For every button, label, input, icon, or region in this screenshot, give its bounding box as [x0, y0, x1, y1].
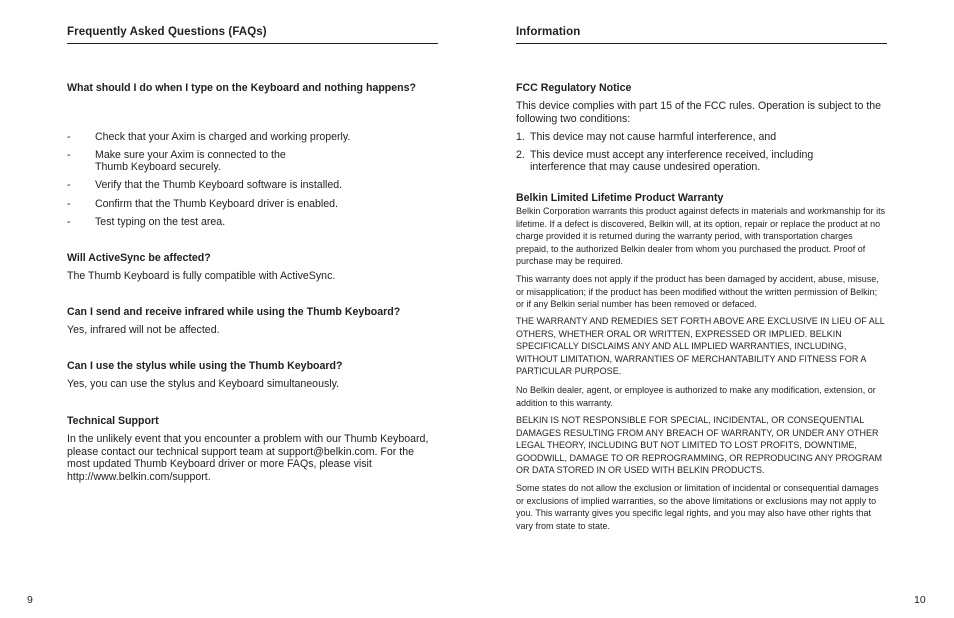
- faq-page-title: Frequently Asked Questions (FAQs): [67, 26, 438, 44]
- faq-answer-activesync: The Thumb Keyboard is fully compatible with ActiveSync.: [67, 270, 336, 282]
- technical-support-text: In the unlikely event that you encounter a problem with our Thumb Keyboard, please contact our technical support team at support@belkin.com. For the most updated Thumb Keyboard driver or more FAQs, please visit http://www.belkin.com/support.: [67, 433, 429, 483]
- fcc-condition-number: 2.: [516, 149, 525, 161]
- faq-answer-infrared: Yes, infrared will not be affected.: [67, 324, 220, 336]
- warranty-paragraph: Belkin Corporation warrants this product against defects in materials and workmanship for its lifetime. If a defect is discovered, Belkin will, at its option, repair or replace the product at no charge provided it is returned during the warranty period, with transportation charges prepaid, to the authorized Belkin dealer from whom you purchased the product. Proof of purchase may be required.: [516, 206, 886, 266]
- technical-support-heading: Technical Support: [67, 415, 159, 427]
- bullet-dash: -: [67, 198, 71, 210]
- troubleshoot-item-text: Verify that the Thumb Keyboard software is installed.: [95, 179, 343, 191]
- bullet-dash: -: [67, 131, 71, 143]
- faq-question-nothing-happens: What should I do when I type on the Keyboard and nothing happens?: [67, 82, 416, 94]
- information-page-title: Information: [516, 26, 887, 44]
- warranty-paragraph: BELKIN IS NOT RESPONSIBLE FOR SPECIAL, INCIDENTAL, OR CONSEQUENTIAL DAMAGES RESULTING FROM ANY BREACH OF WARRANTY, OR UNDER ANY OTHER LEGAL THEORY, INCLUDING BUT NOT LIMITED TO LOST PROFITS, DOWNTIME, GOODWILL, DAMAGE TO OR REPROGRAMMING, OR REPRODUCING ANY PROGRAM OR DATA STORED IN OR USED WITH BELKIN PRODUCTS.: [516, 415, 883, 475]
- warranty-paragraph: No Belkin dealer, agent, or employee is authorized to make any modification, extension, or addition to this warranty.: [516, 385, 876, 408]
- troubleshoot-item-text: Check that your Axim is charged and working properly.: [95, 131, 351, 143]
- warranty-paragraph: THE WARRANTY AND REMEDIES SET FORTH ABOVE ARE EXCLUSIVE IN LIEU OF ALL OTHERS, WHETHER ORAL OR WRITTEN, EXPRESSED OR IMPLIED. BELKIN SPECIFICALLY DISCLAIMS ANY AND ALL IMPLIED WARRANTIES, INCLUDING, WITHOUT LIMITATION, WARRANTIES OF MERCHANTABILITY AND FITNESS FOR A PARTICULAR PURPOSE.: [516, 316, 885, 376]
- bullet-dash: -: [67, 179, 71, 191]
- fcc-condition-text: This device must accept any interference received, including interference that may cause undesired operation.: [530, 149, 814, 174]
- bullet-dash: -: [67, 216, 71, 228]
- fcc-intro: This device complies with part 15 of the FCC rules. Operation is subject to the following two conditions:: [516, 100, 882, 125]
- faq-question-activesync: Will ActiveSync be affected?: [67, 252, 211, 264]
- warranty-paragraph: Some states do not allow the exclusion or limitation of incidental or consequential damages or exclusions of implied warranties, so the above limitations or exclusions may not apply to you. This warranty gives you specific legal rights, and you may also have other rights that vary from state to state.: [516, 483, 879, 531]
- troubleshoot-item-text: Test typing on the test area.: [95, 216, 226, 228]
- fcc-heading: FCC Regulatory Notice: [516, 82, 632, 94]
- faq-answer-stylus: Yes, you can use the stylus and Keyboard simultaneously.: [67, 378, 340, 390]
- fcc-condition-text: This device may not cause harmful interference, and: [530, 131, 777, 143]
- troubleshoot-item-text: Make sure your Axim is connected to the Thumb Keyboard securely.: [95, 149, 286, 174]
- warranty-heading: Belkin Limited Lifetime Product Warranty: [516, 192, 724, 204]
- faq-question-infrared: Can I send and receive infrared while using the Thumb Keyboard?: [67, 306, 401, 318]
- faq-question-stylus: Can I use the stylus while using the Thumb Keyboard?: [67, 360, 343, 372]
- left-page: [67, 0, 438, 618]
- bullet-dash: -: [67, 149, 71, 161]
- warranty-paragraph: This warranty does not apply if the product has been damaged by accident, abuse, misuse, or misapplication; if the product has been modified without the written permission of Belkin; or if any Belkin serial number has been removed or defaced.: [516, 274, 879, 309]
- right-page: [516, 0, 887, 618]
- troubleshoot-item-text: Confirm that the Thumb Keyboard driver is enabled.: [95, 198, 338, 210]
- page-number-left: 9: [27, 594, 33, 606]
- fcc-condition-number: 1.: [516, 131, 525, 143]
- page-number-right: 10: [914, 594, 926, 606]
